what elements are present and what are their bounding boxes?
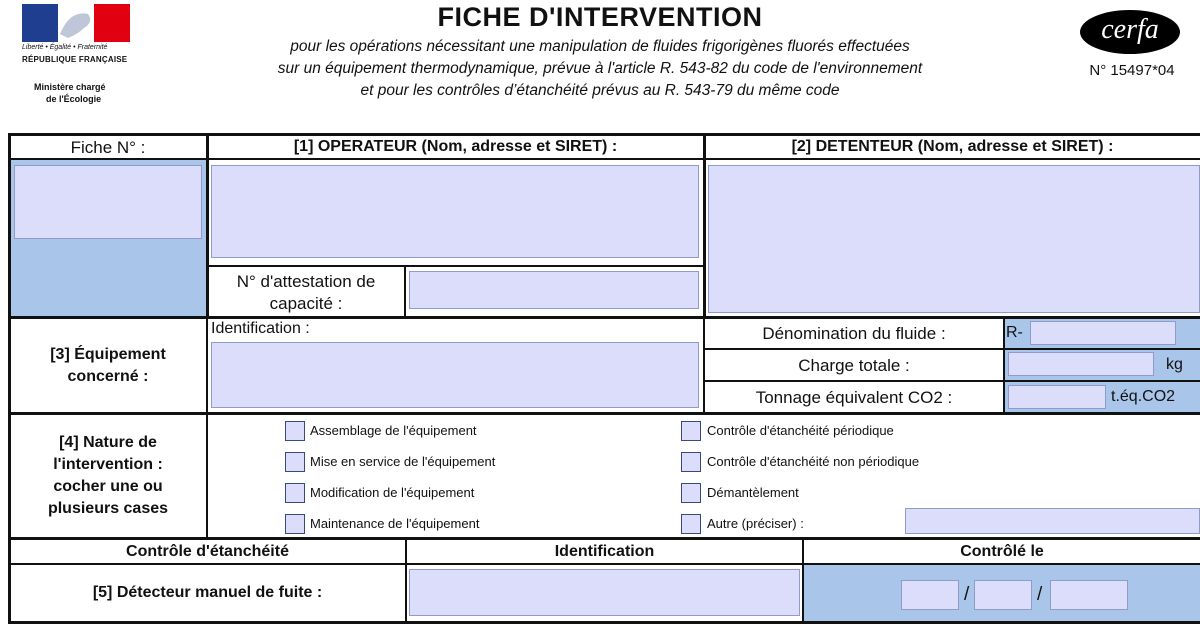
- controle-etancheite-header: Contrôle d'étanchéité: [126, 543, 289, 560]
- operateur-header: [1] OPERATEUR (Nom, adresse et SIRET) :: [293, 138, 618, 155]
- subtitle-line2: sur un équipement thermodynamique, prévue à l'article R. 543-82 du code de l'environnement: [277, 60, 923, 77]
- section-4-top: [8, 412, 1200, 415]
- subtitle-line3: et pour les contrôles d’étanchéité prévus au R. 543-79 du même code: [360, 82, 840, 99]
- tonnage-field[interactable]: [1008, 385, 1106, 409]
- checkbox-label-modification: Modification de l'équipement: [310, 485, 475, 500]
- checkbox-controle-non-periodique[interactable]: [681, 452, 701, 472]
- checkbox-label-mise-en-service: Mise en service de l'équipement: [310, 454, 496, 469]
- col-divider-operateur: [703, 133, 706, 318]
- header-row-divider: [8, 158, 1200, 160]
- fluide-row-1: [703, 348, 1200, 350]
- nature-label-line3: cocher une ou: [53, 478, 163, 495]
- attestation-divider: [404, 265, 406, 318]
- checkbox-label-maintenance: Maintenance de l'équipement: [310, 516, 480, 531]
- cerfa-logo-text: cerfa: [1101, 14, 1159, 45]
- section-5-top: [8, 537, 1200, 540]
- controle-le-header: Contrôlé le: [960, 543, 1044, 560]
- checkbox-modification[interactable]: [285, 483, 305, 503]
- equip-col-divider: [206, 318, 208, 414]
- fluide-prefix: R-: [1006, 324, 1023, 341]
- detecteur-identification-field[interactable]: [409, 569, 800, 616]
- identification-label: Identification :: [211, 320, 310, 337]
- marianne-flag-icon: [22, 4, 130, 42]
- detenteur-header: [2] DETENTEUR (Nom, adresse et SIRET) :: [791, 138, 1114, 155]
- charge-label: Charge totale :: [798, 356, 910, 375]
- charge-unit: kg: [1166, 356, 1183, 373]
- equipement-identification-field[interactable]: [211, 342, 699, 408]
- nature-col-divider: [206, 414, 208, 538]
- tonnage-label: Tonnage équivalent CO2 :: [755, 388, 953, 407]
- equipement-label-line1: [3] Équipement: [50, 346, 166, 363]
- detecteur-label: [5] Détecteur manuel de fuite :: [92, 584, 323, 601]
- attestation-label-line1: N° d'attestation de: [236, 272, 376, 291]
- fluide-value-divider: [1003, 318, 1005, 414]
- fluide-row-2: [703, 380, 1200, 382]
- section-3-top: [8, 316, 1200, 319]
- cerfa-number: N° 15497*04: [1089, 62, 1175, 79]
- date-separator-1: /: [964, 584, 970, 605]
- republique-logo: [22, 4, 138, 104]
- page-title: FICHE D'INTERVENTION: [437, 2, 763, 32]
- checkbox-autre[interactable]: [681, 514, 701, 534]
- checkbox-maintenance[interactable]: [285, 514, 305, 534]
- logo-ministry-line2: de l'Écologie: [46, 94, 102, 104]
- checkbox-label-autre: Autre (préciser) :: [707, 516, 804, 531]
- nature-label-line1: [4] Nature de: [59, 434, 157, 451]
- charge-field[interactable]: [1008, 352, 1154, 376]
- table-border-top: [8, 133, 1200, 136]
- fiche-number-label: Fiche N° :: [70, 138, 146, 157]
- fluide-label: Dénomination du fluide :: [762, 324, 946, 343]
- checkbox-label-assemblage: Assemblage de l'équipement: [310, 423, 477, 438]
- equipement-label-line2: concerné :: [67, 368, 149, 385]
- cerfa-logo: [1080, 10, 1180, 54]
- tonnage-unit: t.éq.CO2: [1111, 388, 1176, 405]
- controle-date-day-field[interactable]: [901, 580, 959, 610]
- fluide-field[interactable]: [1030, 321, 1176, 345]
- logo-country: RÉPUBLIQUE FRANÇAISE: [22, 55, 128, 64]
- detenteur-field[interactable]: [708, 165, 1200, 313]
- controle-date-month-field[interactable]: [974, 580, 1032, 610]
- fiche-number-field[interactable]: [14, 165, 202, 239]
- controle-identification-header: Identification: [554, 543, 655, 560]
- autre-preciser-field[interactable]: [905, 508, 1200, 534]
- checkbox-mise-en-service[interactable]: [285, 452, 305, 472]
- checkbox-label-controle-periodique: Contrôle d'étanchéité périodique: [707, 423, 894, 438]
- date-separator-2: /: [1037, 584, 1043, 605]
- nature-label-line4: plusieurs cases: [47, 500, 169, 517]
- nature-label-line2: l'intervention :: [53, 456, 163, 473]
- controle-header-line: [8, 563, 1200, 565]
- table-border-bottom: [8, 621, 1200, 624]
- controle-date-year-field[interactable]: [1050, 580, 1128, 610]
- logo-ministry-line1: Ministère chargé: [34, 82, 106, 92]
- checkbox-assemblage[interactable]: [285, 421, 305, 441]
- attestation-field[interactable]: [409, 271, 699, 309]
- attestation-label-line2: capacité :: [269, 294, 343, 313]
- checkbox-demantelement[interactable]: [681, 483, 701, 503]
- attestation-top-line: [206, 265, 703, 267]
- subtitle-line1: pour les opérations nécessitant une manipulation de fluides frigorigènes fluorés effectuées: [290, 38, 910, 55]
- checkbox-label-demantelement: Démantèlement: [707, 485, 799, 500]
- checkbox-controle-periodique[interactable]: [681, 421, 701, 441]
- logo-motto: Liberté • Égalité • Fraternité: [22, 44, 108, 51]
- operateur-field[interactable]: [211, 165, 699, 258]
- checkbox-label-controle-non-periodique: Contrôle d'étanchéité non périodique: [707, 454, 920, 469]
